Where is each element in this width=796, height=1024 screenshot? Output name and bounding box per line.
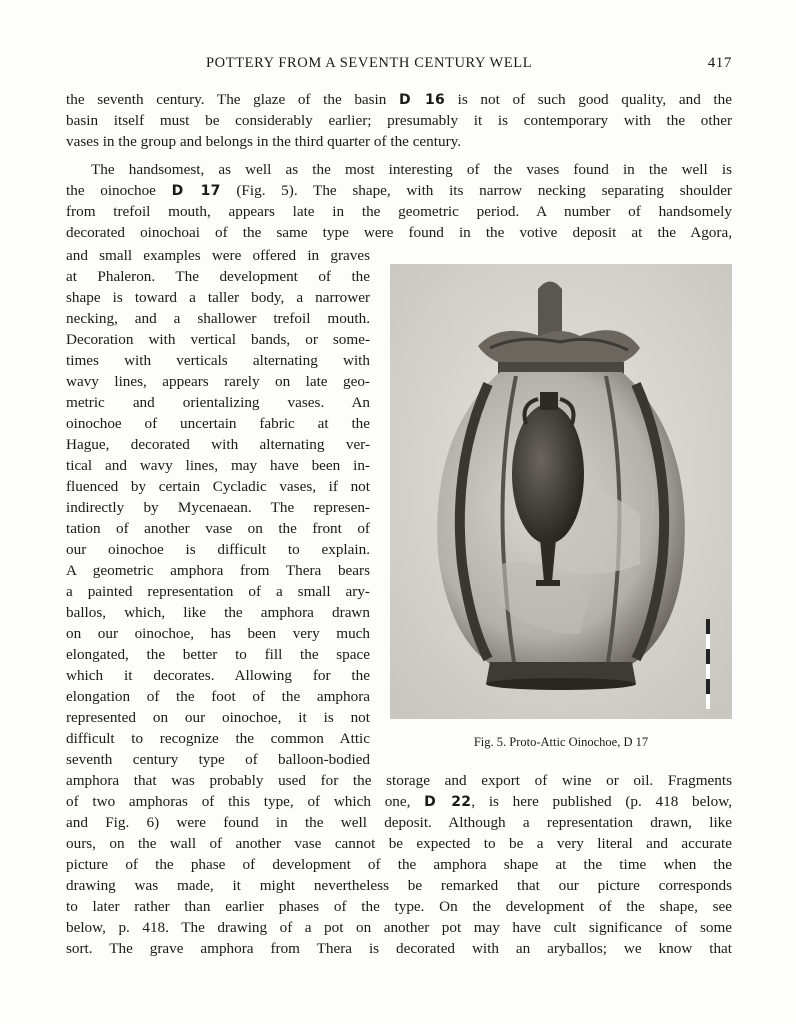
column-line: metric and orientalizing vases. An — [66, 394, 370, 411]
text-run: of two amphoras of this type, of which one, — [66, 793, 425, 810]
column-line: on our oinochoe, has been very much — [66, 625, 370, 642]
catalog-ref: D 16 — [399, 92, 446, 108]
text-line — [66, 791, 732, 812]
left-column-text — [66, 245, 370, 770]
column-line: tation of another vase on the front of — [66, 520, 370, 537]
column-line: Hague, decorated with alternating ver- — [66, 436, 370, 453]
text-line: amphora that was probably used for the storage and export of wine or oil. Fragments — [66, 772, 732, 789]
column-line: shape is toward a taller body, a narrower — [66, 289, 370, 306]
text-line — [66, 180, 732, 201]
column-line: which it decorates. Allowing for the — [66, 667, 370, 684]
column-line: wavy lines, appears rarely on late geo- — [66, 373, 370, 390]
column-line: A geometric amphora from Thera bears — [66, 562, 370, 579]
column-line: a painted representation of a small ary- — [66, 583, 370, 600]
paragraph-2 — [66, 159, 732, 243]
column-line: times with verticals alternating with — [66, 352, 370, 369]
oinochoe-photograph — [390, 264, 732, 719]
text-run: is not of such good quality, and the — [445, 91, 732, 108]
text-line: to later rather than earlier phases of the type. On the development of the shape, see — [66, 898, 732, 915]
paragraph-3 — [66, 770, 732, 959]
text-line: ours, on the wall of another vase cannot be expected to be a very literal and accurate — [66, 835, 732, 852]
text-line: The handsomest, as well as the most interesting of the vases found in the well is — [91, 161, 732, 178]
text-line: basin itself must be considerably earlier; presumably it is contemporary with the other — [66, 112, 732, 129]
column-line: elongated, the better to fill the space — [66, 646, 370, 663]
text-line: picture of the phase of development of the amphora shape at the time when the — [66, 856, 732, 873]
column-line: oinochoe of uncertain fabric at the — [66, 415, 370, 432]
text-line: sort. The grave amphora from Thera is decorated with an aryballos; we know that — [66, 940, 732, 957]
text-run: the oinochoe — [66, 182, 172, 199]
column-line: fluenced by certain Cycladic vases, if not — [66, 478, 370, 495]
catalog-ref: D 22 — [424, 794, 472, 810]
running-header — [66, 55, 732, 75]
figure-caption: Fig. 5. Proto-Attic Oinochoe, D 17 — [473, 735, 649, 749]
column-line: elongation of the foot of the amphora — [66, 688, 370, 705]
column-line: and small examples were offered in graves — [66, 247, 370, 264]
paragraph-1 — [66, 89, 732, 152]
text-line: below, p. 418. The drawing of a pot on another pot may have cult significance of some — [66, 919, 732, 936]
text-run: , is here published (p. 418 below, — [471, 793, 732, 810]
text-run: (Fig. 5). The shape, with its narrow necking separating shoulder — [220, 182, 732, 199]
text-line: vases in the group and belongs in the third quarter of the century. — [66, 133, 462, 150]
column-line: at Phaleron. The development of the — [66, 268, 370, 285]
text-line: drawing was made, it might nevertheless be remarked that our picture corresponds — [66, 877, 732, 894]
column-line: difficult to recognize the common Attic — [66, 730, 370, 747]
column-line: tical and wavy lines, may have been in- — [66, 457, 370, 474]
column-line: indirectly by Mycenaean. The represen- — [66, 499, 370, 516]
column-line: our oinochoe is difficult to explain. — [66, 541, 370, 558]
column-line: Decoration with vertical bands, or some- — [66, 331, 370, 348]
oinochoe-illustration — [390, 264, 732, 719]
column-line: necking, and a shallower trefoil mouth. — [66, 310, 370, 327]
text-line: and Fig. 6) were found in the well deposit. Although a representation drawn, like — [66, 814, 732, 831]
page-number: 417 — [707, 55, 732, 71]
column-line: ballos, which, like the amphora drawn — [66, 604, 370, 621]
text-line: decorated oinochoai of the same type were found in the votive deposit at the Agora, — [66, 224, 732, 241]
text-run: the seventh century. The glaze of the basin — [66, 91, 400, 108]
running-title: POTTERY FROM A SEVENTH CENTURY WELL — [206, 55, 533, 71]
text-line — [66, 89, 732, 110]
column-line: represented on our oinochoe, it is not — [66, 709, 370, 726]
catalog-ref: D 17 — [171, 183, 221, 199]
column-line: seventh century type of balloon-bodied — [66, 751, 370, 768]
text-line: from trefoil mouth, appears late in the geometric period. A number of handsomely — [66, 203, 732, 220]
